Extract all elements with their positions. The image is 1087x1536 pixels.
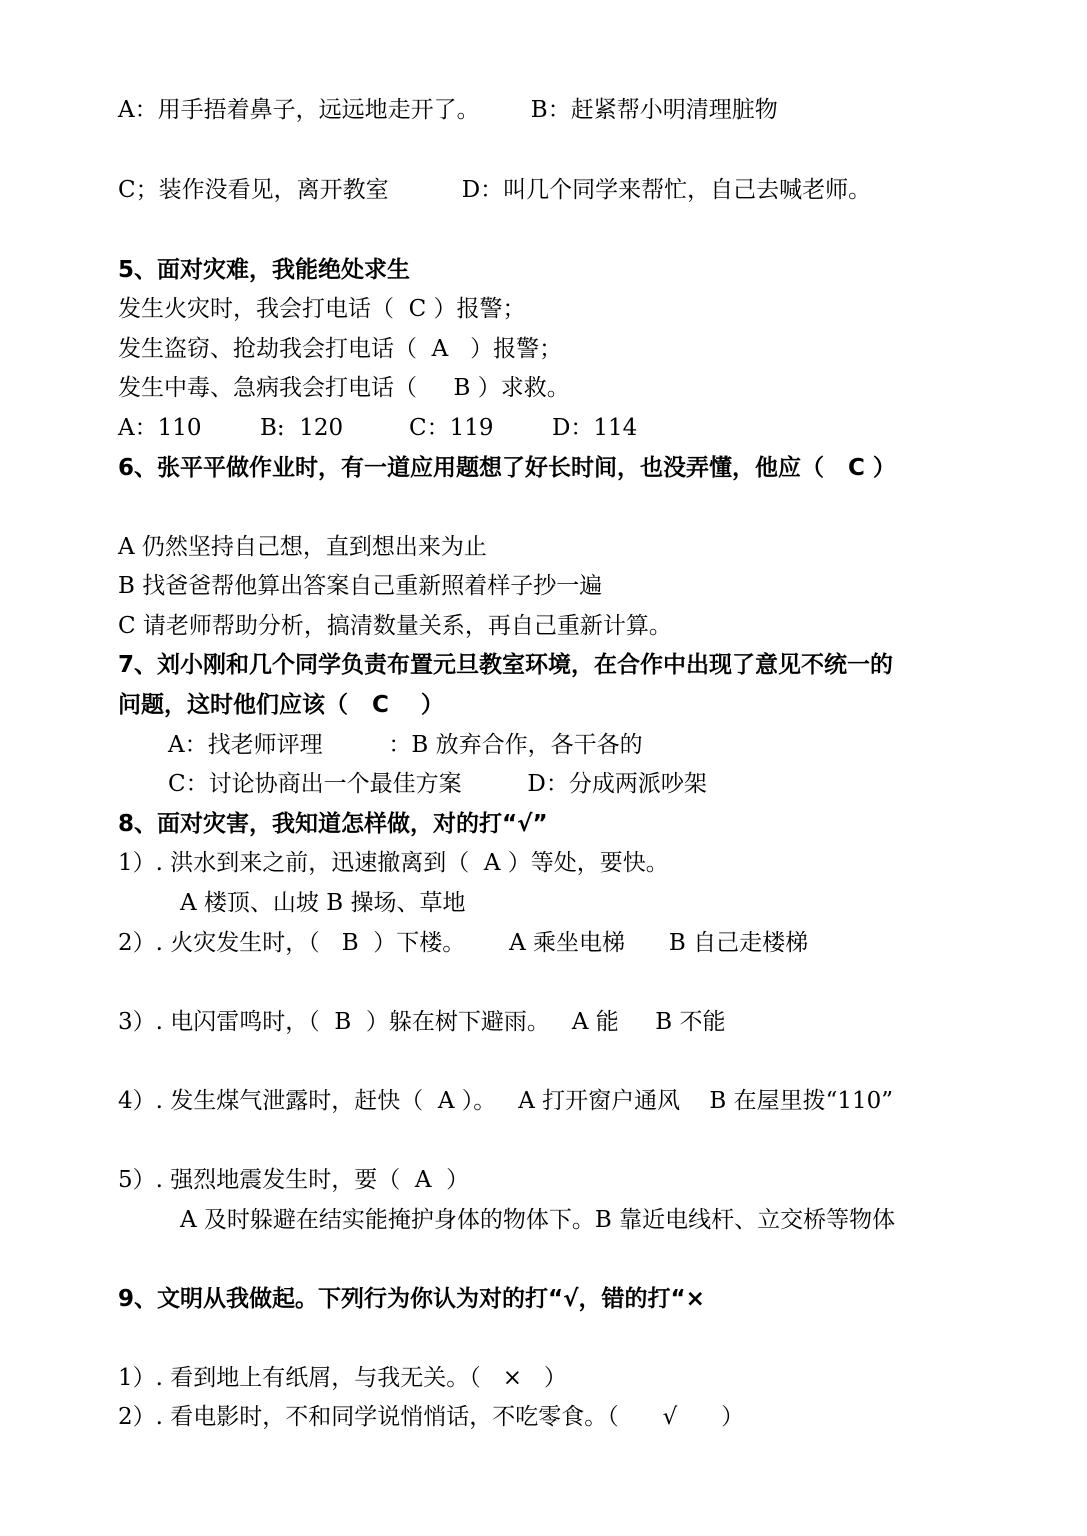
q7-title-line-2: 问题，这时他们应该（ C ） xyxy=(118,692,444,718)
q5-options: A：110 B: 120 C：119 D：114 xyxy=(118,415,638,441)
q7-options-cd: C：讨论协商出一个最佳方案 D：分成两派吵架 xyxy=(168,771,707,797)
q8-title: 8、面对灾害，我知道怎样做，对的打“√” xyxy=(118,811,548,837)
q5-title: 5、面对灾难，我能绝处求生 xyxy=(118,257,411,283)
q5-line-1: 发生火灾时，我会打电话（ C ）报警； xyxy=(118,296,526,322)
q9-title: 9、文明从我做起。下列行为你认为对的打“√，错的打“× xyxy=(118,1286,705,1312)
q7-options-ab: A：找老师评理 ：B 放弃合作，各干各的 xyxy=(168,732,643,758)
q9-item-1: 1）. 看到地上有纸屑，与我无关。（ × ） xyxy=(118,1365,567,1391)
q8-item-4: 4）. 发生煤气泄露时，赶快（ A ）。 A 打开窗户通风 B 在屋里拨“110” xyxy=(118,1088,894,1114)
q8-item-5-options: A 及时躲避在结实能掩护身体的物体下。B 靠近电线杆、立交桥等物体 xyxy=(180,1207,896,1233)
q7-title-line-1: 7、刘小刚和几个同学负责布置元旦教室环境，在合作中出现了意见不统一的 xyxy=(118,652,894,678)
q4-options-ab: A：用手捂着鼻子，远远地走开了。 B：赶紧帮小明清理脏物 xyxy=(118,97,778,123)
q6-option-b: B 找爸爸帮他算出答案自己重新照着样子抄一遍 xyxy=(118,573,603,599)
q9-item-2: 2）. 看电影时，不和同学说悄悄话，不吃零食。（ √ ） xyxy=(118,1404,745,1430)
q6-option-a: A 仍然坚持自己想，直到想出来为止 xyxy=(118,534,487,560)
q5-line-3: 发生中毒、急病我会打电话（ B ）求救。 xyxy=(118,375,570,401)
q6-title: 6、张平平做作业时，有一道应用题想了好长时间，也没弄懂，他应（ C ） xyxy=(118,455,896,481)
q5-line-2: 发生盗窃、抢劫我会打电话（ A ）报警； xyxy=(118,336,563,362)
q6-option-c: C 请老师帮助分析，搞清数量关系，再自己重新计算。 xyxy=(118,613,672,639)
q8-item-2: 2）. 火灾发生时，（ B ）下楼。 A 乘坐电梯 B 自己走楼梯 xyxy=(118,930,809,956)
q4-options-cd: C；装作没看见，离开教室 D：叫几个同学来帮忙，自己去喊老师。 xyxy=(118,177,872,203)
q8-item-5: 5）. 强烈地震发生时，要（ A ） xyxy=(118,1167,470,1193)
q8-item-1-options: A 楼顶、山坡 B 操场、草地 xyxy=(180,890,466,916)
q8-item-1: 1）. 洪水到来之前，迅速撤离到（ A ）等处，要快。 xyxy=(118,850,669,876)
q8-item-3: 3）. 电闪雷鸣时，（ B ）躲在树下避雨。 A 能 B 不能 xyxy=(118,1009,726,1035)
